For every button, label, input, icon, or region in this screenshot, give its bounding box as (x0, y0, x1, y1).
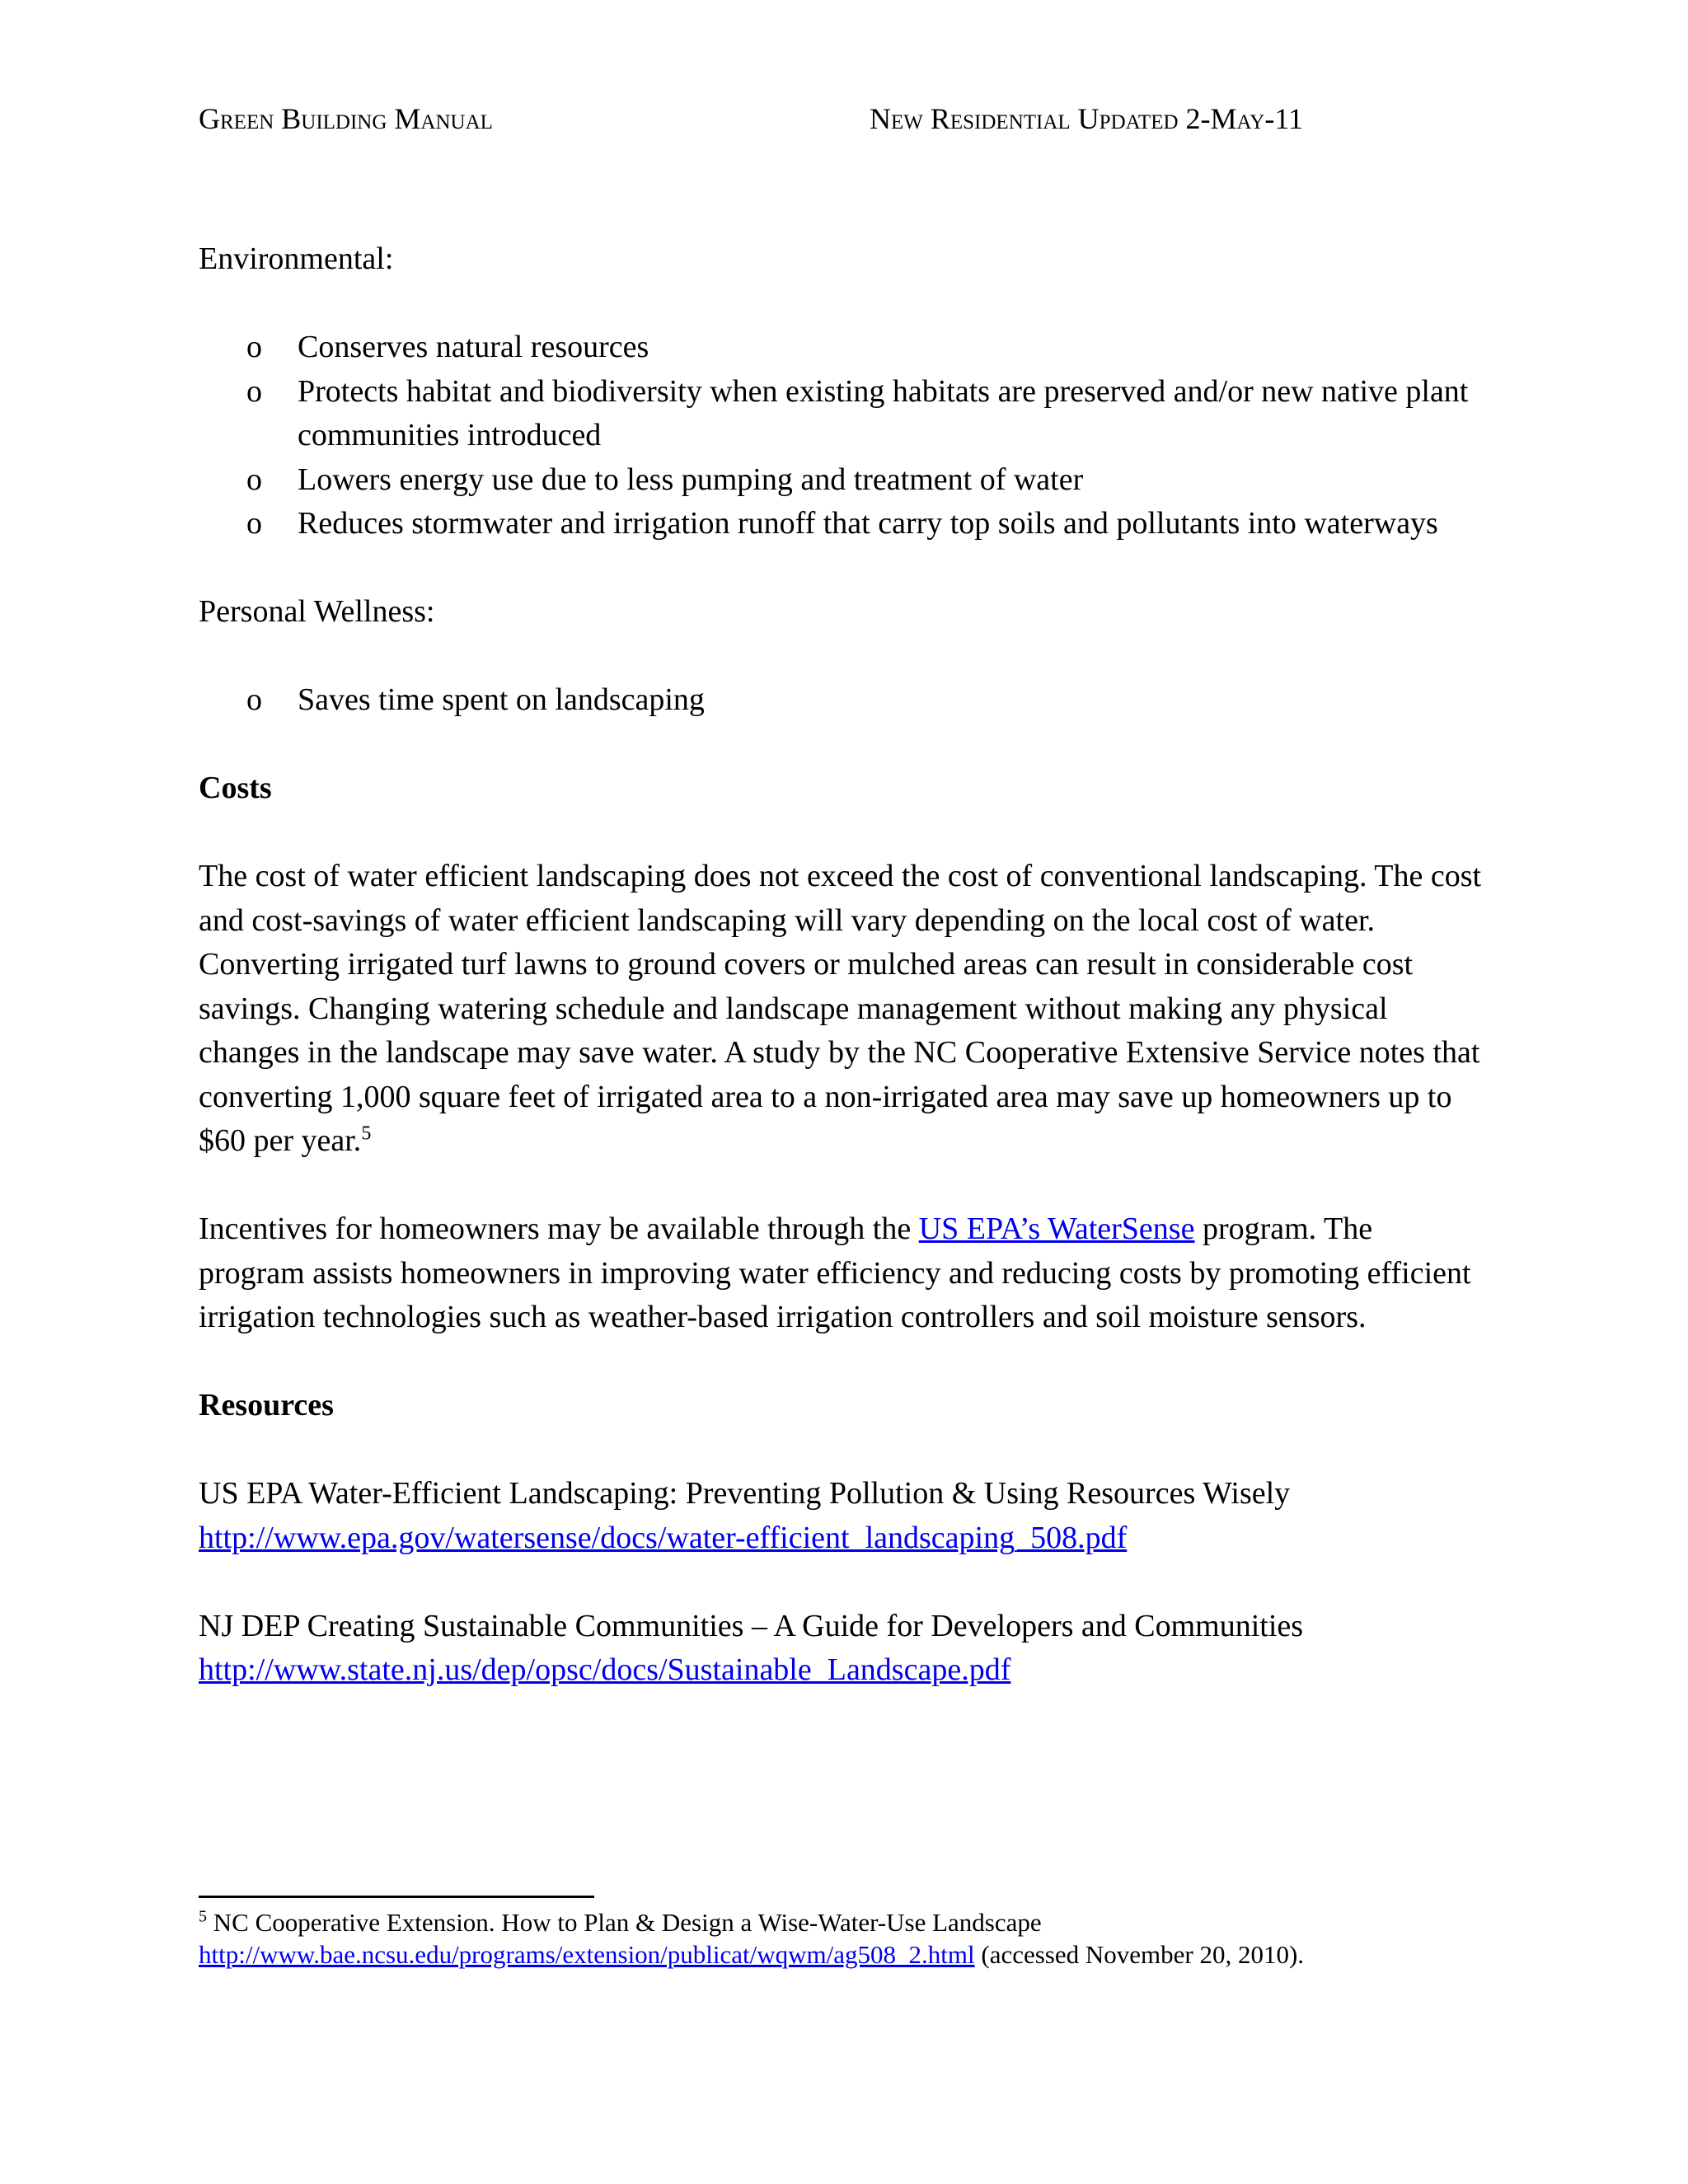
footnote (199, 1906, 1484, 1971)
incentives-paragraph: Incentives for homeowners may be available through the US EPA’s WaterSense program. The program assists homeowners in improving water efficiency and reducing costs by promoting efficient irrigation technologies such as weather-based irrigation controllers and soil moisture sensors. (199, 1212, 1471, 1334)
list-item: o Protects habitat and biodiversity when existing habitats are preserved and/or new native plant communities introduced (199, 370, 1484, 458)
costs-heading: Costs (199, 771, 272, 805)
document-body (199, 237, 1484, 1693)
bullet-icon: o (246, 682, 262, 717)
bullet-icon: o (246, 462, 262, 497)
header-manual-title: Green Building Manual (199, 102, 493, 135)
header-update-info: New Residential Updated 2-May-11 (870, 102, 1303, 135)
list-item: o Saves time spent on landscaping (199, 678, 1484, 723)
footnote-number: 5 (199, 1907, 207, 1926)
bullet-icon: o (246, 373, 262, 409)
footnote-separator (199, 1896, 594, 1898)
environmental-list (199, 326, 1484, 546)
bullet-icon: o (246, 330, 262, 364)
footnote-link[interactable]: http://www.bae.ncsu.edu/programs/extension/publicat/wqwm/ag508_2.html (199, 1940, 975, 1969)
bullet-icon: o (246, 506, 262, 541)
footnote-reference[interactable]: 5 (361, 1122, 372, 1145)
footnote-text: NC Cooperative Extension. How to Plan & Design a Wise-Water-Use Landscape (207, 1908, 1042, 1937)
wellness-list (199, 678, 1484, 723)
costs-paragraph: The cost of water efficient landscaping does not exceed the cost of conventional landscaping. The cost and cost-savings of water efficient landscaping will vary depending on the local cost of water. Converting irrigated turf lawns to ground covers or mulched areas can result in considerable cost savings. Changing watering schedule and landscape management without making any physical changes in the landscape may save water. A study by the NC Cooperative Extensive Service notes that converting 1,000 square feet of irrigated area to a non-irrigated area may save up homeowners up to $60 per year.$^5$ (199, 859, 1482, 1158)
resource-link[interactable]: http://www.epa.gov/watersense/docs/water-efficient_landscaping_508.pdf (199, 1520, 1128, 1555)
resource-link[interactable]: http://www.state.nj.us/dep/opsc/docs/Sustainable_Landscape.pdf (199, 1652, 1011, 1687)
resource-title: NJ DEP Creating Sustainable Communities – A Guide for Developers and Communities (199, 1608, 1304, 1643)
resources-heading: Resources (199, 1388, 334, 1422)
list-item: o Conserves natural resources (199, 326, 1484, 370)
footnote-accessed: (accessed November 20, 2010). (974, 1940, 1305, 1969)
list-item: o Lowers energy use due to less pumping and treatment of water (199, 458, 1484, 503)
wellness-label: Personal Wellness: (199, 594, 435, 629)
environmental-label: Environmental: (199, 241, 394, 276)
watersense-link[interactable]: US EPA’s WaterSense (918, 1212, 1195, 1246)
list-item: o Reduces stormwater and irrigation runoff that carry top soils and pollutants into waterways (199, 502, 1484, 546)
resource-title: US EPA Water-Efficient Landscaping: Preventing Pollution & Using Resources Wisely (199, 1476, 1291, 1511)
